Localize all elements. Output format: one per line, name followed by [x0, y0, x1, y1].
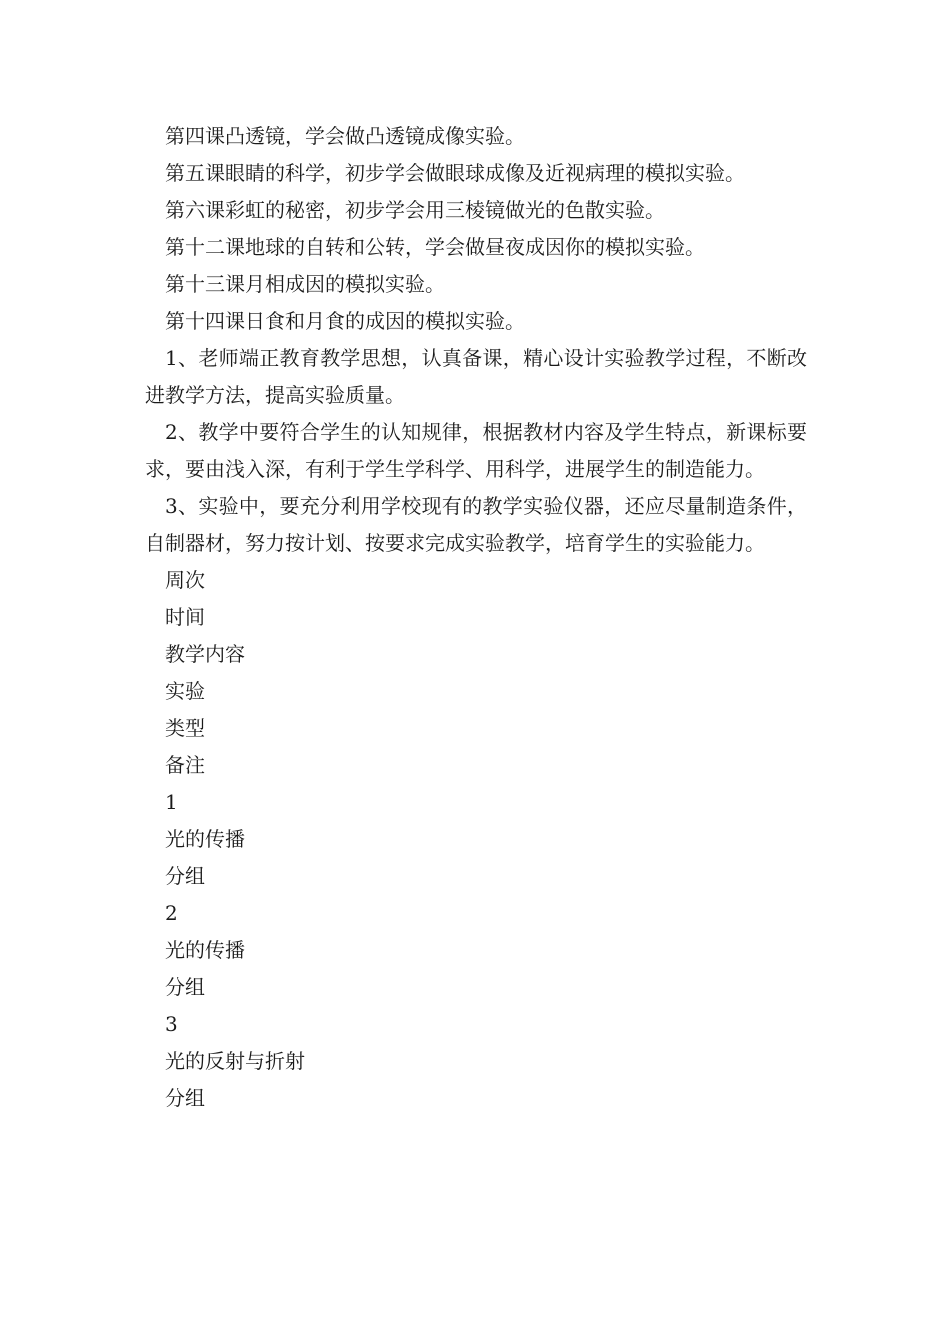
- lesson-item: 第十二课地球的自转和公转，学会做昼夜成因你的模拟实验。: [165, 235, 705, 259]
- table-cell-week: 1: [165, 790, 178, 814]
- table-cell-content: 光的传播: [165, 938, 245, 962]
- table-cell-content: 光的传播: [165, 827, 245, 851]
- table-header-week: 周次: [165, 568, 205, 592]
- table-header-remarks: 备注: [165, 753, 205, 777]
- table-header-content: 教学内容: [165, 642, 245, 666]
- lesson-item: 第四课凸透镜，学会做凸透镜成像实验。: [165, 124, 525, 148]
- table-cell-type: 分组: [165, 975, 205, 999]
- table-cell-week: 3: [165, 1012, 178, 1036]
- table-header-time: 时间: [165, 605, 205, 629]
- lesson-item: 第六课彩虹的秘密，初步学会用三棱镜做光的色散实验。: [165, 198, 665, 222]
- measure-paragraph: 2、教学中要符合学生的认知规律，根据教材内容及学生特点，新课标要求，要由浅入深，有利于学生学科学、用科学，进展学生的制造能力。: [145, 420, 807, 481]
- lesson-item: 第五课眼睛的科学，初步学会做眼球成像及近视病理的模拟实验。: [165, 161, 745, 185]
- lesson-item: 第十四课日食和月食的成因的模拟实验。: [165, 309, 525, 333]
- document-body: [145, 118, 807, 1117]
- table-cell-week: 2: [165, 901, 178, 925]
- measure-paragraph: 3、实验中，要充分利用学校现有的教学实验仪器，还应尽量制造条件，自制器材，努力按计划、按要求完成实验教学，培育学生的实验能力。: [145, 494, 807, 555]
- table-header-experiment: 实验: [165, 679, 205, 703]
- table-cell-type: 分组: [165, 864, 205, 888]
- table-header-type: 类型: [165, 716, 205, 740]
- lesson-item: 第十三课月相成因的模拟实验。: [165, 272, 445, 296]
- measure-paragraph: 1、老师端正教育教学思想，认真备课，精心设计实验教学过程，不断改进教学方法，提高实验质量。: [145, 346, 807, 407]
- table-cell-type: 分组: [165, 1086, 205, 1110]
- table-cell-content: 光的反射与折射: [165, 1049, 305, 1073]
